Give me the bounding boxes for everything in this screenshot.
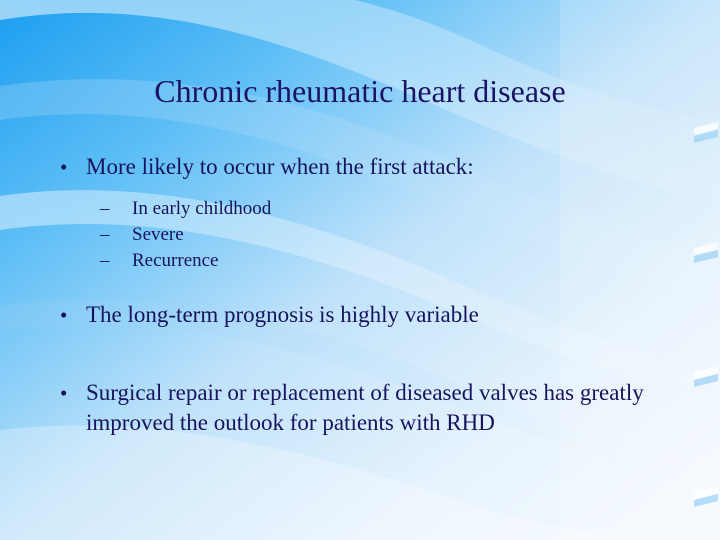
bullet-level2 (52, 196, 672, 221)
bullet-dash-icon: – (100, 224, 110, 245)
bullet-level2 (52, 248, 672, 273)
spacer (52, 274, 672, 300)
bullet-level1 (52, 300, 672, 330)
bullet-text: Surgical repair or replacement of diseased valves has greatly improved the outlook for patients with RHD (86, 380, 644, 435)
slide-body (52, 152, 672, 442)
bullet-level1 (52, 152, 672, 182)
spacer (52, 186, 672, 196)
spacer (52, 334, 672, 378)
bullet-dot-icon: • (60, 381, 68, 405)
bullet-level1 (52, 378, 672, 438)
bullet-dash-icon: – (100, 250, 110, 271)
bullet-text: In early childhood (132, 198, 272, 219)
bullet-text: Severe (132, 224, 184, 245)
bullet-level2 (52, 222, 672, 247)
bullet-dot-icon: • (60, 155, 68, 179)
slide-title: Chronic rheumatic heart disease (154, 73, 566, 109)
bullet-dash-icon: – (100, 198, 110, 219)
bullet-text: The long-term prognosis is highly variable (86, 302, 479, 327)
bullet-dot-icon: • (60, 303, 68, 327)
bullet-text: More likely to occur when the first attack: (86, 154, 474, 179)
bullet-text: Recurrence (132, 250, 219, 271)
